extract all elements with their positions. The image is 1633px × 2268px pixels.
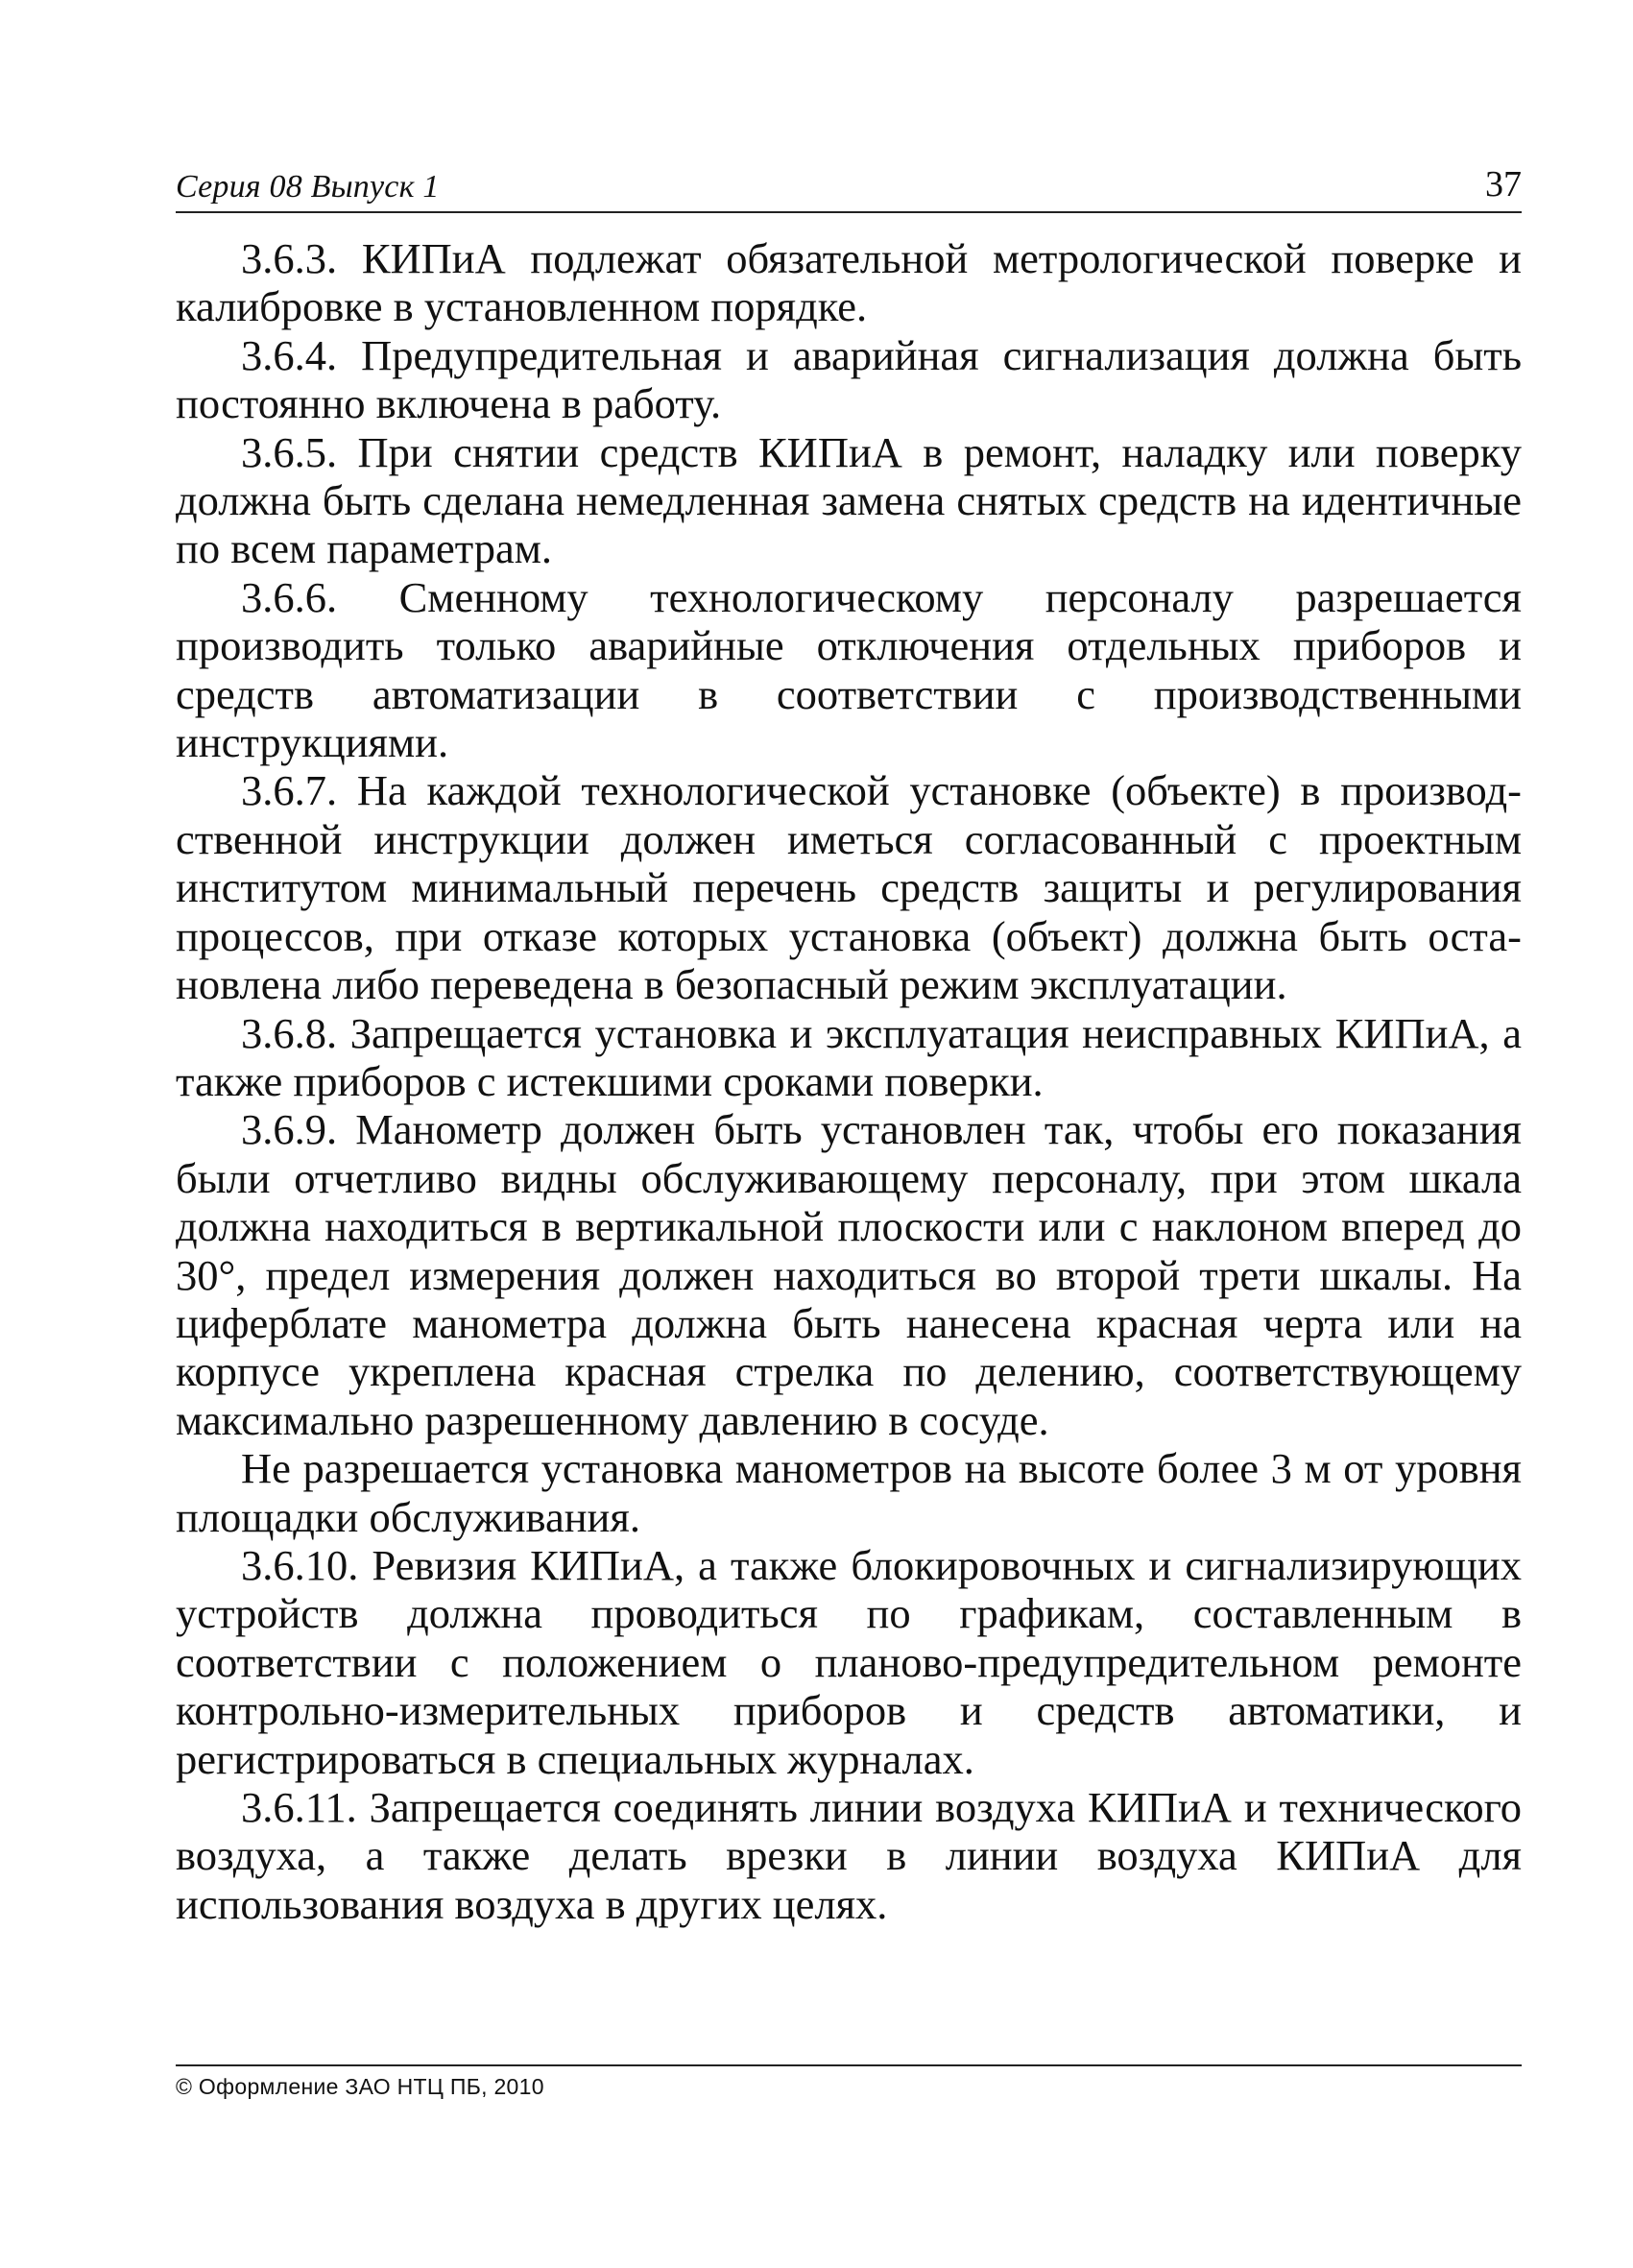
document-page xyxy=(176,161,1522,2120)
paragraph-3-6-6: 3.6.6. Сменному технологическому персоналу разрешается производить только аварийные отключения отдельных приборов и средств автоматизации в соответствии с производственными инструкциями. xyxy=(176,572,1522,767)
paragraph-3-6-5: 3.6.5. При снятии средств КИПиА в ремонт, наладку или поверку должна быть сделана немедленная замена снятых средств на идентичные по всем параметрам. xyxy=(176,427,1522,573)
paragraph-manometer-height: Не разрешается установка манометров на высоте более 3 м от уровня площадки обслуживания. xyxy=(176,1444,1522,1541)
paragraph-3-6-3: 3.6.3. КИПиА подлежат обязательной метрологической поверке и калибровке в установленном порядке. xyxy=(176,234,1522,331)
paragraph-3-6-7: 3.6.7. На каждой технологической установке (объекте) в производственной инструкции должен иметься согласованный с проектным институтом минимальный перечень средств защиты и регулирования процессов, при отказе которых установка (объект) должна быть остановлена либо переведена в безопасный режим эксплуатации. xyxy=(176,766,1522,1009)
body-text xyxy=(176,234,1522,1928)
running-header xyxy=(176,161,1522,213)
paragraph-3-6-4: 3.6.4. Предупредительная и аварийная сигнализация должна быть постоянно включена в работу. xyxy=(176,330,1522,428)
paragraph-3-6-11: 3.6.11. Запрещается соединять линии воздуха КИПиА и технического воздуха, а также делать врезки в линии воздуха КИПиА для использования воздуха в других целях. xyxy=(176,1783,1522,1928)
paragraph-3-6-9: 3.6.9. Манометр должен быть установлен так, чтобы его показания были отчетливо видны обслуживающему персоналу, при этом шкала должна находиться в вертикальной плоскости или с наклоном вперед до 30°, предел измерения должен находиться во второй трети шкалы. На циферблате манометра должна быть нанесена красная черта или на корпусе укреплена красная стрелка по делению, соответствующему максимально разрешенному давлению в сосуде. xyxy=(176,1105,1522,1444)
footer-divider xyxy=(176,2064,1522,2066)
paragraph-3-6-8: 3.6.8. Запрещается установка и эксплуатация неисправных КИПиА, а также приборов с истекшими сроками поверки. xyxy=(176,1008,1522,1105)
page-number: 37 xyxy=(1485,164,1522,205)
footer-copyright: © Оформление ЗАО НТЦ ПБ, 2010 xyxy=(176,2074,544,2099)
paragraph-3-6-10: 3.6.10. Ревизия КИПиА, а также блокировочных и сигнализирующих устройств должна проводиться по графикам, составленным в соответствии с положением о планово-предупредительном ремонте контрольно-измерительных приборов и средств автоматики, и регистрироваться в специальных журналах. xyxy=(176,1540,1522,1783)
series-label: Серия 08 Выпуск 1 xyxy=(176,169,440,205)
